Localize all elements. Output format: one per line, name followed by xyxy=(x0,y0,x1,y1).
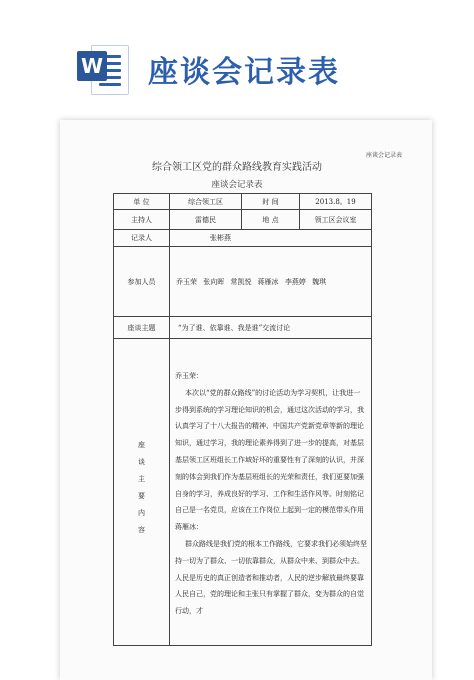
place-value: 领工区会议室 xyxy=(300,210,372,230)
recorder-value: 张彬燕 xyxy=(170,230,372,247)
table-row xyxy=(114,210,372,230)
topic-value: “为了谁、依靠谁、我是谁”交流讨论 xyxy=(170,317,372,339)
host-value: 雷德民 xyxy=(170,210,242,230)
table-row xyxy=(114,317,372,339)
content-cell xyxy=(170,339,372,646)
recorder-label: 记录人 xyxy=(114,230,170,247)
table-row xyxy=(114,194,372,210)
corner-label: 座谈会记录表 xyxy=(366,152,403,159)
place-label: 地 点 xyxy=(242,210,300,230)
table-row xyxy=(114,230,372,247)
attendees-label: 参加人员 xyxy=(114,247,170,317)
time-label: 时 间 xyxy=(242,194,300,210)
icon-text-line xyxy=(99,83,121,86)
unit-value: 综合领工区 xyxy=(170,194,242,210)
table-row xyxy=(114,247,372,317)
time-value: 2013.8。19 xyxy=(300,194,372,210)
speaker-name: 蒋雁冰： xyxy=(175,523,203,532)
host-label: 主持人 xyxy=(114,210,170,230)
content-paragraph: 本次以“党的群众路线”的讨论活动为学习契机，让我进一步得到系统的学习理论知识的机会，通过这次活动的学习，我认真学习了十八大报告的精神、中国共产党新党章等新的理论知识，通过学习，我的理论素养得到了进一步的提高，对基层基层领工区班组长工作域好坏的重要性有了深刻的认识，并深刻的体会到我们作为基层班组长的光荣和责任，我们更要加强自身的学习，养成良好的学习、工作和生活作风等。时刻铭记自己是一名党员，应该在工作岗位上起到一定的模范带头作用 xyxy=(175,388,364,515)
topic-label: 座谈主题 xyxy=(114,317,170,339)
content-paragraph: 群众路线是我们党的根本工作路线，它要求我们必须始终坚持一切为了群众、一切依靠群众，从群众中来、到群众中去。人民是历史的真正创造者和推动者，人民的逆步解放最终要靠人民自己，党的理论和主张只有掌握了群众，变为群众的自觉行动，才 xyxy=(175,539,367,616)
speaker-name: 乔玉荣： xyxy=(175,372,203,381)
word-document-icon xyxy=(77,43,129,95)
banner-title: 座谈会记录表 xyxy=(148,55,340,90)
table-row xyxy=(114,339,372,646)
banner xyxy=(0,0,474,112)
unit-label: 单 位 xyxy=(114,194,170,210)
content-label: 座谈主要内容 xyxy=(114,339,170,646)
record-form-table xyxy=(113,193,372,646)
document-heading: 综合领工区党的群众路线教育实践活动 xyxy=(152,162,322,173)
word-badge: W xyxy=(77,51,107,81)
attendees-value: 乔玉荣 张向晖 常凯悦 蒋雁冰 李燕婷 魏琪 xyxy=(170,247,372,317)
document-subheading: 座谈会记录表 xyxy=(211,180,263,190)
